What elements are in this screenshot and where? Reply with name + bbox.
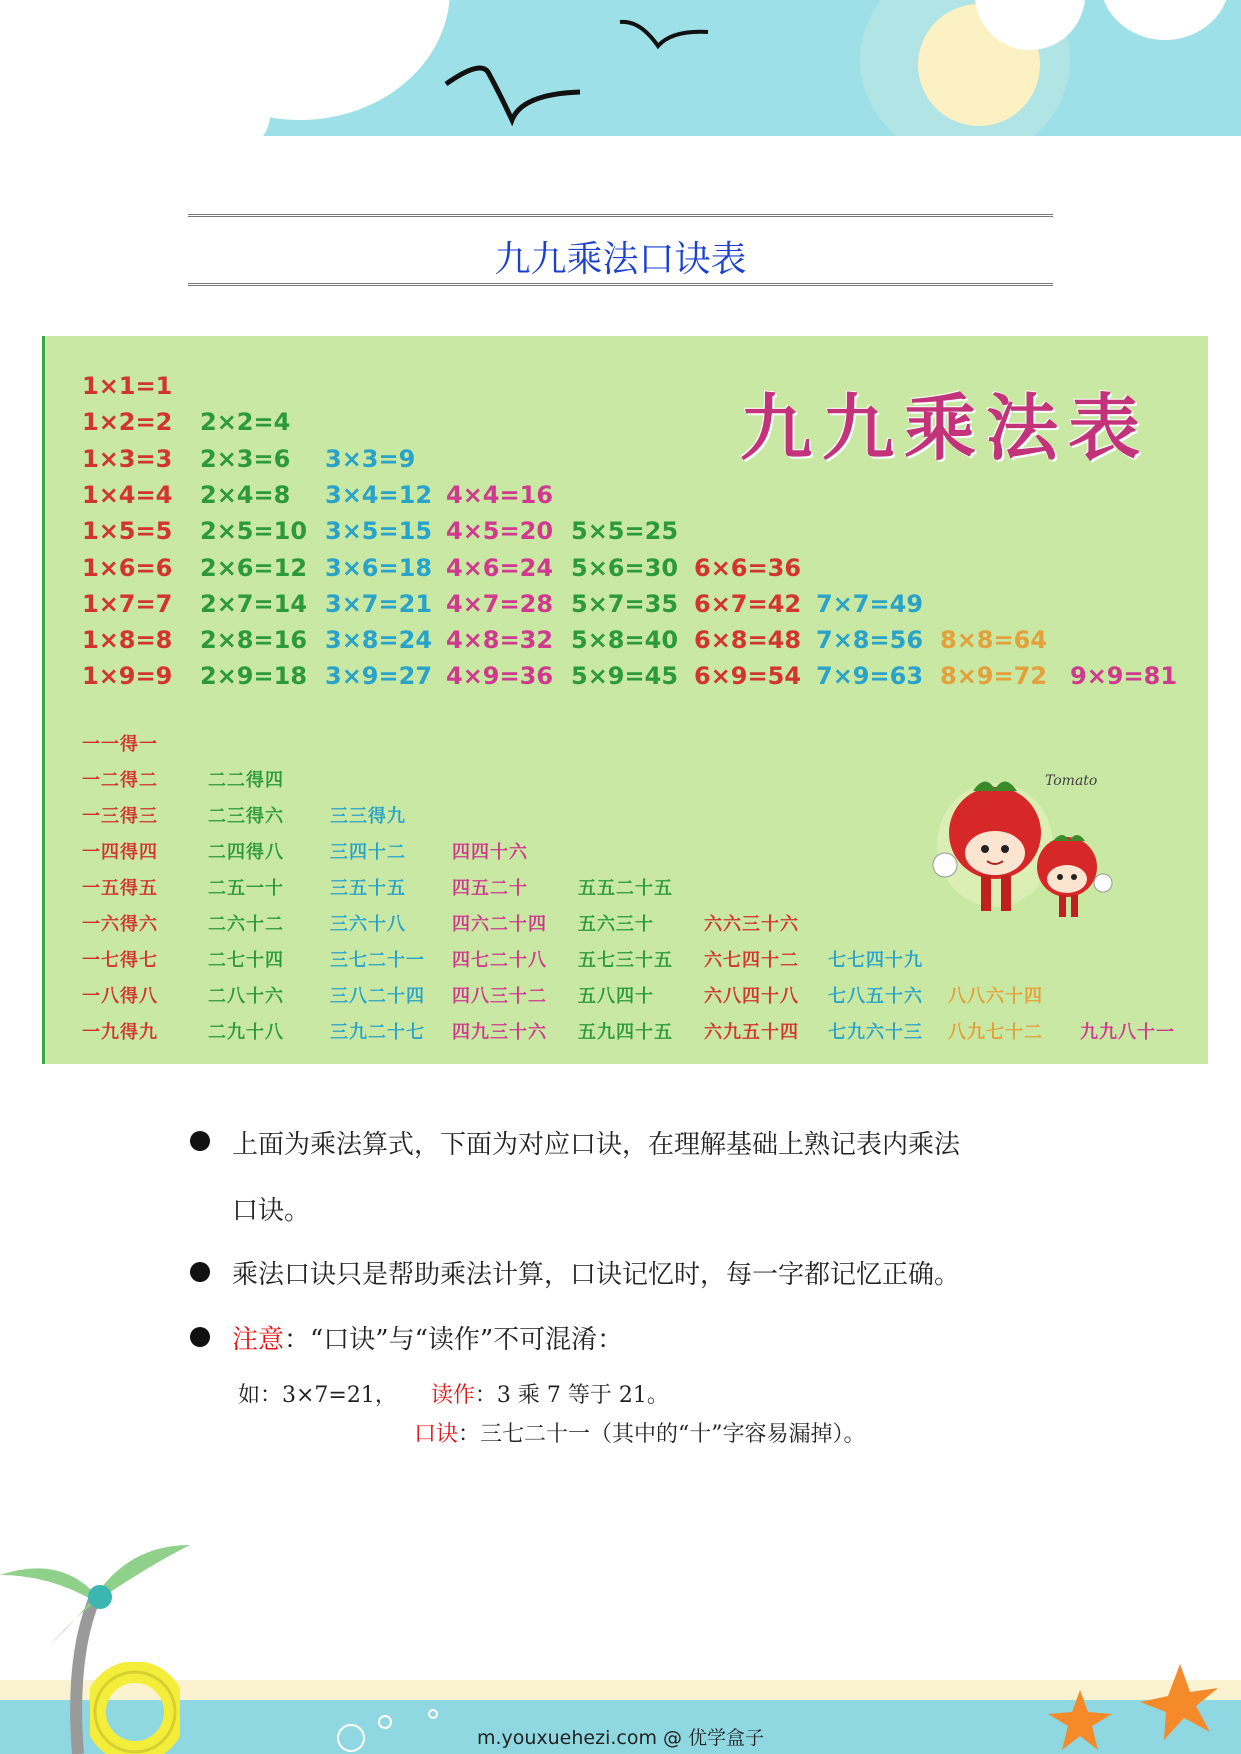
equation-cell: 3×3=9 bbox=[325, 444, 416, 473]
koujue-cell: 二二得四 bbox=[208, 770, 284, 791]
birds-icon bbox=[440, 10, 720, 130]
cloud bbox=[1100, 0, 1230, 40]
koujue-cell: 三六十八 bbox=[330, 914, 406, 935]
equation-cell: 1×9=9 bbox=[82, 662, 173, 691]
koujue-cell: 一二得二 bbox=[82, 770, 158, 791]
equation-cell: 1×5=5 bbox=[82, 517, 173, 546]
koujue-cell: 五七三十五 bbox=[578, 950, 673, 971]
koujue-cell: 一一得一 bbox=[82, 734, 158, 755]
koujue-cell: 二六十二 bbox=[208, 914, 284, 935]
koujue-cell: 五五二十五 bbox=[578, 878, 673, 899]
equation-cell: 6×8=48 bbox=[694, 626, 802, 655]
koujue-cell: 一五得五 bbox=[82, 878, 158, 899]
koujue-cell: 七七四十九 bbox=[828, 950, 923, 971]
bullet bbox=[190, 1327, 210, 1347]
equation-cell: 2×9=18 bbox=[200, 662, 308, 691]
equation-cell: 2×7=14 bbox=[200, 589, 308, 618]
equation-cell: 9×9=81 bbox=[1070, 662, 1178, 691]
equation-cell: 3×8=24 bbox=[325, 626, 433, 655]
koujue-cell: 七八五十六 bbox=[828, 986, 923, 1007]
koujue-cell: 一九得九 bbox=[82, 1022, 158, 1043]
note-3-label: 注意 bbox=[232, 1325, 285, 1355]
tomato-mascot-icon bbox=[925, 755, 1125, 935]
equation-cell: 4×4=16 bbox=[446, 480, 554, 509]
koujue-cell: 三八二十四 bbox=[330, 986, 425, 1007]
koujue-cell: 一七得七 bbox=[82, 950, 158, 971]
koujue-cell: 三七二十一 bbox=[330, 950, 425, 971]
equation-cell: 4×5=20 bbox=[446, 517, 554, 546]
koujue-cell: 七九六十三 bbox=[828, 1022, 923, 1043]
equation-cell: 2×8=16 bbox=[200, 626, 308, 655]
koujue-cell: 九九八十一 bbox=[1080, 1022, 1175, 1043]
equation-cell: 5×8=40 bbox=[571, 626, 679, 655]
koujue-cell: 四九三十六 bbox=[452, 1022, 547, 1043]
note-1-line-1: 上面为乘法算式，下面为对应口诀，在理解基础上熟记表内乘法 bbox=[232, 1130, 961, 1160]
koujue-cell: 五九四十五 bbox=[578, 1022, 673, 1043]
mascot-label: Tomato bbox=[1045, 773, 1098, 789]
equation-cell: 1×8=8 bbox=[82, 626, 173, 655]
equation-cell: 1×7=7 bbox=[82, 589, 173, 618]
equation-cell: 5×5=25 bbox=[571, 517, 679, 546]
koujue-cell: 三四十二 bbox=[330, 842, 406, 863]
koujue-cell: 一三得三 bbox=[82, 806, 158, 827]
equation-cell: 2×3=6 bbox=[200, 444, 291, 473]
equation-cell: 2×4=8 bbox=[200, 480, 291, 509]
koujue-cell: 六八四十八 bbox=[704, 986, 799, 1007]
equation-cell: 7×7=49 bbox=[816, 589, 924, 618]
equation-cell: 1×3=3 bbox=[82, 444, 173, 473]
read-label: 读作 bbox=[430, 1383, 475, 1408]
note-3-text: ：“口诀”与“读作”不可混淆： bbox=[284, 1325, 624, 1355]
equation-cell: 6×6=36 bbox=[694, 553, 802, 582]
koujue-line bbox=[414, 1417, 866, 1448]
koujue-cell: 二八十六 bbox=[208, 986, 284, 1007]
koujue-cell: 二三得六 bbox=[208, 806, 284, 827]
equation-cell: 7×9=63 bbox=[816, 662, 924, 691]
koujue-cell: 八九七十二 bbox=[948, 1022, 1043, 1043]
koujue-cell: 二七十四 bbox=[208, 950, 284, 971]
table-heading: 九九乘法表 bbox=[740, 386, 1151, 470]
footer-text: m.youxuehezi.com @ 优学盒子 bbox=[476, 1727, 765, 1749]
koujue-cell: 五六三十 bbox=[578, 914, 654, 935]
koujue-cell: 三九二十七 bbox=[330, 1022, 425, 1043]
equation-cell: 5×6=30 bbox=[571, 553, 679, 582]
koujue-cell: 四四十六 bbox=[452, 842, 528, 863]
equation-cell: 2×5=10 bbox=[200, 517, 308, 546]
equation-cell: 3×5=15 bbox=[325, 517, 433, 546]
koujue-cell: 五八四十 bbox=[578, 986, 654, 1007]
equation-cell: 1×1=1 bbox=[82, 372, 173, 400]
koujue-cell: 六七四十二 bbox=[704, 950, 799, 971]
top-banner bbox=[0, 0, 1241, 136]
note-3 bbox=[232, 1319, 623, 1356]
koujue-cell: 四七二十八 bbox=[452, 950, 547, 971]
equation-cell: 3×7=21 bbox=[325, 589, 433, 618]
note-2: 乘法口诀只是帮助乘法计算，口诀记忆时，每一字都记忆正确。 bbox=[232, 1260, 961, 1290]
equation-cell: 4×7=28 bbox=[446, 589, 554, 618]
koujue-cell: 八八六十四 bbox=[948, 986, 1043, 1007]
note-1-line-2: 口诀。 bbox=[232, 1196, 311, 1226]
equation-cell: 4×8=32 bbox=[446, 626, 554, 655]
koujue-text: ：三七二十一（其中的“十”字容易漏掉）。 bbox=[458, 1422, 866, 1447]
koujue-cell: 二四得八 bbox=[208, 842, 284, 863]
equation-cell: 6×9=54 bbox=[694, 662, 802, 691]
equation-cell: 5×7=35 bbox=[571, 589, 679, 618]
koujue-cell: 二五一十 bbox=[208, 878, 284, 899]
koujue-cell: 四八三十二 bbox=[452, 986, 547, 1007]
equation-cell: 4×6=24 bbox=[446, 553, 554, 582]
equation-cell: 1×6=6 bbox=[82, 553, 173, 582]
equation-cell: 3×9=27 bbox=[325, 662, 433, 691]
koujue-label: 口诀 bbox=[414, 1422, 459, 1447]
equation-cell: 2×6=12 bbox=[200, 553, 308, 582]
page-title: 九九乘法口诀表 bbox=[494, 239, 747, 280]
example-line bbox=[238, 1378, 669, 1409]
koujue-cell: 六六三十六 bbox=[704, 914, 799, 935]
equation-cell: 3×4=12 bbox=[325, 480, 433, 509]
koujue-cell: 一六得六 bbox=[82, 914, 158, 935]
equation-cell: 6×7=42 bbox=[694, 589, 802, 618]
bullet bbox=[190, 1131, 210, 1151]
bullet bbox=[190, 1262, 210, 1282]
title-frame bbox=[188, 214, 1053, 286]
equation-cell: 8×8=64 bbox=[940, 626, 1048, 655]
koujue-cell: 三五十五 bbox=[330, 878, 406, 899]
read-text: ：3 乘 7 等于 21。 bbox=[474, 1383, 669, 1408]
koujue-cell: 一八得八 bbox=[82, 986, 158, 1007]
koujue-cell: 二九十八 bbox=[208, 1022, 284, 1043]
koujue-cell: 一四得四 bbox=[82, 842, 158, 863]
koujue-cell: 三三得九 bbox=[330, 806, 406, 827]
equation-cell: 2×2=4 bbox=[200, 408, 291, 437]
equation-cell: 4×9=36 bbox=[446, 662, 554, 691]
example-prefix: 如：3×7=21， bbox=[238, 1383, 397, 1408]
koujue-cell: 四六二十四 bbox=[452, 914, 547, 935]
koujue-cell: 六九五十四 bbox=[704, 1022, 799, 1043]
equation-cell: 7×8=56 bbox=[816, 626, 924, 655]
equation-cell: 5×9=45 bbox=[571, 662, 679, 691]
equation-cell: 8×9=72 bbox=[940, 662, 1048, 691]
equation-cell: 3×6=18 bbox=[325, 553, 433, 582]
equation-cell: 1×4=4 bbox=[82, 480, 173, 509]
koujue-cell: 四五二十 bbox=[452, 878, 528, 899]
equation-cell: 1×2=2 bbox=[82, 408, 173, 437]
